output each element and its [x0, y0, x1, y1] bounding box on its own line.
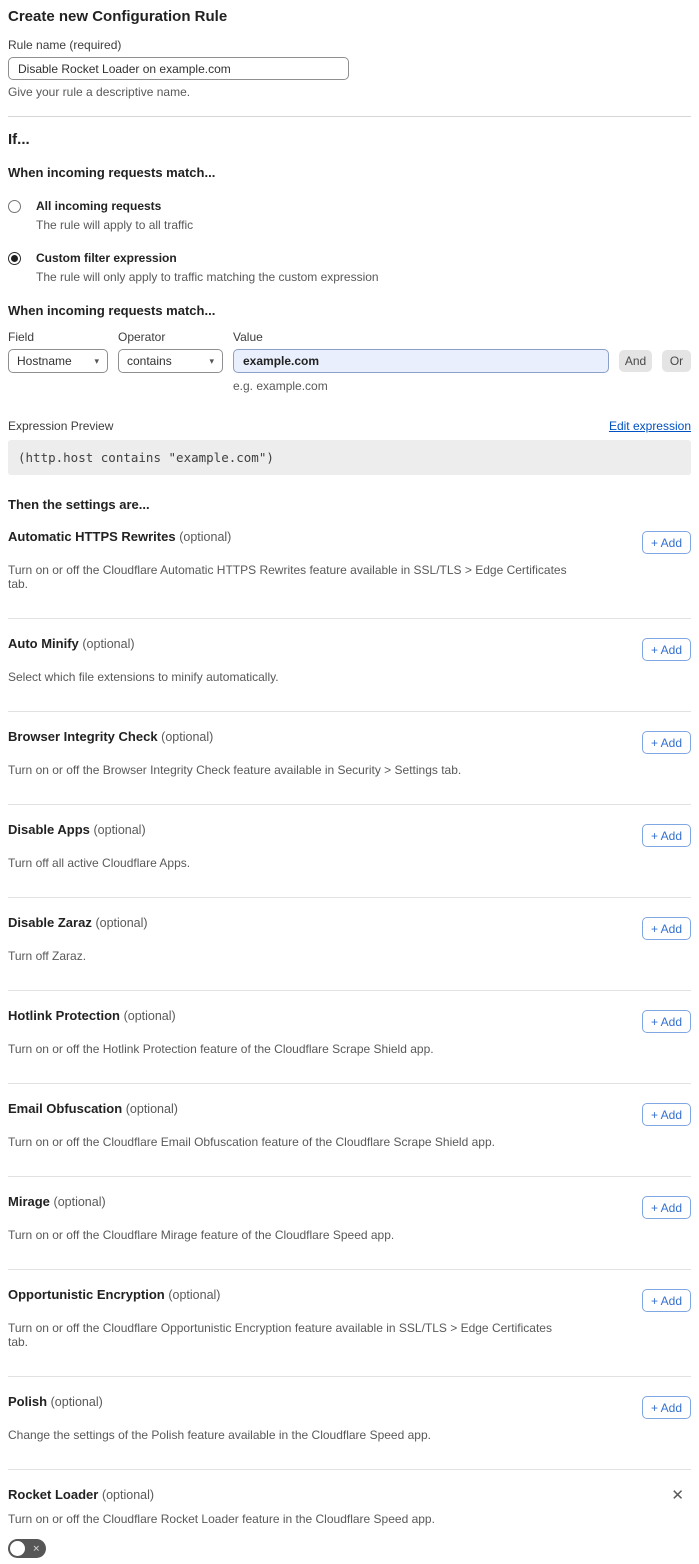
setting-row [8, 512, 691, 619]
request-match-radio-group [8, 199, 691, 284]
setting-description: Turn on or off the Cloudflare Mirage feature of the Cloudflare Speed app. [8, 1228, 395, 1242]
add-setting-button[interactable]: + Add [642, 1196, 691, 1219]
value-column-label: Value [233, 330, 263, 344]
field-column-label: Field [8, 330, 35, 344]
expression-preview-row [8, 419, 691, 433]
setting-description: Turn off all active Cloudflare Apps. [8, 856, 191, 870]
field-select[interactable] [8, 349, 108, 373]
setting-row [8, 805, 691, 898]
setting-name: Mirage [8, 1194, 50, 1209]
close-icon[interactable]: ✕ [671, 1487, 684, 1504]
radio-option-all-incoming-requests[interactable] [8, 199, 691, 232]
setting-optional-label: (optional) [82, 637, 135, 651]
radio-option-custom-filter-expression[interactable] [8, 251, 691, 284]
setting-name: Hotlink Protection [8, 1008, 120, 1023]
setting-name: Polish [8, 1394, 48, 1409]
setting-optional-label: (optional) [101, 1488, 155, 1502]
toggle-knob [10, 1541, 25, 1556]
field-select-value: Hostname [17, 354, 72, 368]
expression-builder-row [8, 330, 691, 393]
add-setting-button[interactable]: + Add [642, 1289, 691, 1312]
setting-name: Rocket Loader [8, 1487, 99, 1502]
setting-description: Turn off Zaraz. [8, 949, 87, 963]
add-setting-button[interactable]: + Add [642, 1010, 691, 1033]
edit-expression-link[interactable]: Edit expression [608, 419, 691, 433]
add-setting-button[interactable]: + Add [642, 638, 691, 661]
radio-option-label: Custom filter expression [36, 251, 177, 265]
setting-name: Email Obfuscation [8, 1101, 123, 1116]
setting-optional-label: (optional) [93, 823, 146, 837]
toggle-off-x-icon: ✕ [32, 1543, 40, 1553]
add-setting-button[interactable]: + Add [642, 731, 691, 754]
radio-option-label: All incoming requests [36, 199, 162, 213]
add-setting-button[interactable]: + Add [642, 824, 691, 847]
setting-row [8, 898, 691, 991]
setting-row [8, 619, 691, 712]
settings-heading: Then the settings are... [8, 497, 150, 512]
setting-row [8, 712, 691, 805]
settings-list [8, 512, 691, 1564]
setting-optional-label: (optional) [123, 1009, 176, 1023]
matcher-heading: When incoming requests match... [8, 303, 216, 318]
setting-description: Turn on or off the Cloudflare Automatic HTTPS Rewrites feature available in SSL/TLS > Edge Certificates tab. [8, 563, 567, 591]
if-heading: If... [8, 131, 30, 148]
expression-preview-code: (http.host contains "example.com") [8, 440, 691, 475]
setting-optional-label: (optional) [161, 730, 214, 744]
setting-row [8, 991, 691, 1084]
radio-option-description: The rule will only apply to traffic matching the custom expression [36, 270, 379, 284]
and-button[interactable]: And [619, 350, 652, 372]
radio-selected-icon[interactable] [8, 252, 21, 265]
chevron-down-icon: ▾ [209, 355, 214, 366]
setting-description: Turn on or off the Browser Integrity Check feature available in Security > Settings tab. [8, 763, 462, 777]
incoming-requests-match-heading: When incoming requests match... [8, 165, 216, 180]
setting-description: Turn on or off the Cloudflare Email Obfuscation feature of the Cloudflare Scrape Shield app. [8, 1135, 495, 1149]
add-setting-button[interactable]: + Add [642, 531, 691, 554]
or-button[interactable]: Or [662, 350, 691, 372]
setting-optional-label: (optional) [168, 1288, 221, 1302]
radio-unselected-icon[interactable] [8, 200, 21, 213]
setting-name: Disable Apps [8, 822, 90, 837]
setting-description: Turn on or off the Hotlink Protection feature of the Cloudflare Scrape Shield app. [8, 1042, 434, 1056]
setting-optional-label: (optional) [53, 1195, 106, 1209]
value-input[interactable] [233, 349, 609, 373]
setting-name: Auto Minify [8, 636, 79, 651]
setting-description: Turn on or off the Cloudflare Opportunistic Encryption feature available in SSL/TLS > Edge Certificates tab. [8, 1321, 552, 1349]
setting-description: Change the settings of the Polish feature available in the Cloudflare Speed app. [8, 1428, 431, 1442]
value-help-text: e.g. example.com [233, 379, 328, 393]
rule-name-input[interactable] [8, 57, 349, 80]
setting-row [8, 1470, 691, 1564]
setting-optional-label: (optional) [50, 1395, 103, 1409]
rule-name-label: Rule name (required) [8, 38, 122, 52]
setting-name: Opportunistic Encryption [8, 1287, 165, 1302]
rule-name-help: Give your rule a descriptive name. [8, 85, 191, 99]
setting-row [8, 1377, 691, 1470]
chevron-down-icon: ▾ [94, 355, 99, 366]
setting-name: Browser Integrity Check [8, 729, 158, 744]
setting-optional-label: (optional) [179, 530, 232, 544]
page-title: Create new Configuration Rule [8, 8, 228, 25]
setting-description: Turn on or off the Cloudflare Rocket Loader feature in the Cloudflare Speed app. [8, 1512, 435, 1526]
operator-select-value: contains [127, 354, 172, 368]
setting-name: Automatic HTTPS Rewrites [8, 529, 176, 544]
expression-preview-label: Expression Preview [8, 419, 114, 433]
setting-name: Disable Zaraz [8, 915, 92, 930]
setting-row [8, 1270, 691, 1377]
rocket-loader-toggle-off[interactable] [8, 1539, 46, 1558]
setting-description: Select which file extensions to minify automatically. [8, 670, 279, 684]
setting-optional-label: (optional) [95, 916, 148, 930]
radio-option-description: The rule will apply to all traffic [36, 218, 194, 232]
setting-row [8, 1177, 691, 1270]
setting-row [8, 1084, 691, 1177]
operator-column-label: Operator [118, 330, 166, 344]
add-setting-button[interactable]: + Add [642, 1396, 691, 1419]
section-divider [8, 116, 691, 117]
operator-select[interactable] [118, 349, 223, 373]
add-setting-button[interactable]: + Add [642, 1103, 691, 1126]
setting-optional-label: (optional) [125, 1102, 178, 1116]
add-setting-button[interactable]: + Add [642, 917, 691, 940]
